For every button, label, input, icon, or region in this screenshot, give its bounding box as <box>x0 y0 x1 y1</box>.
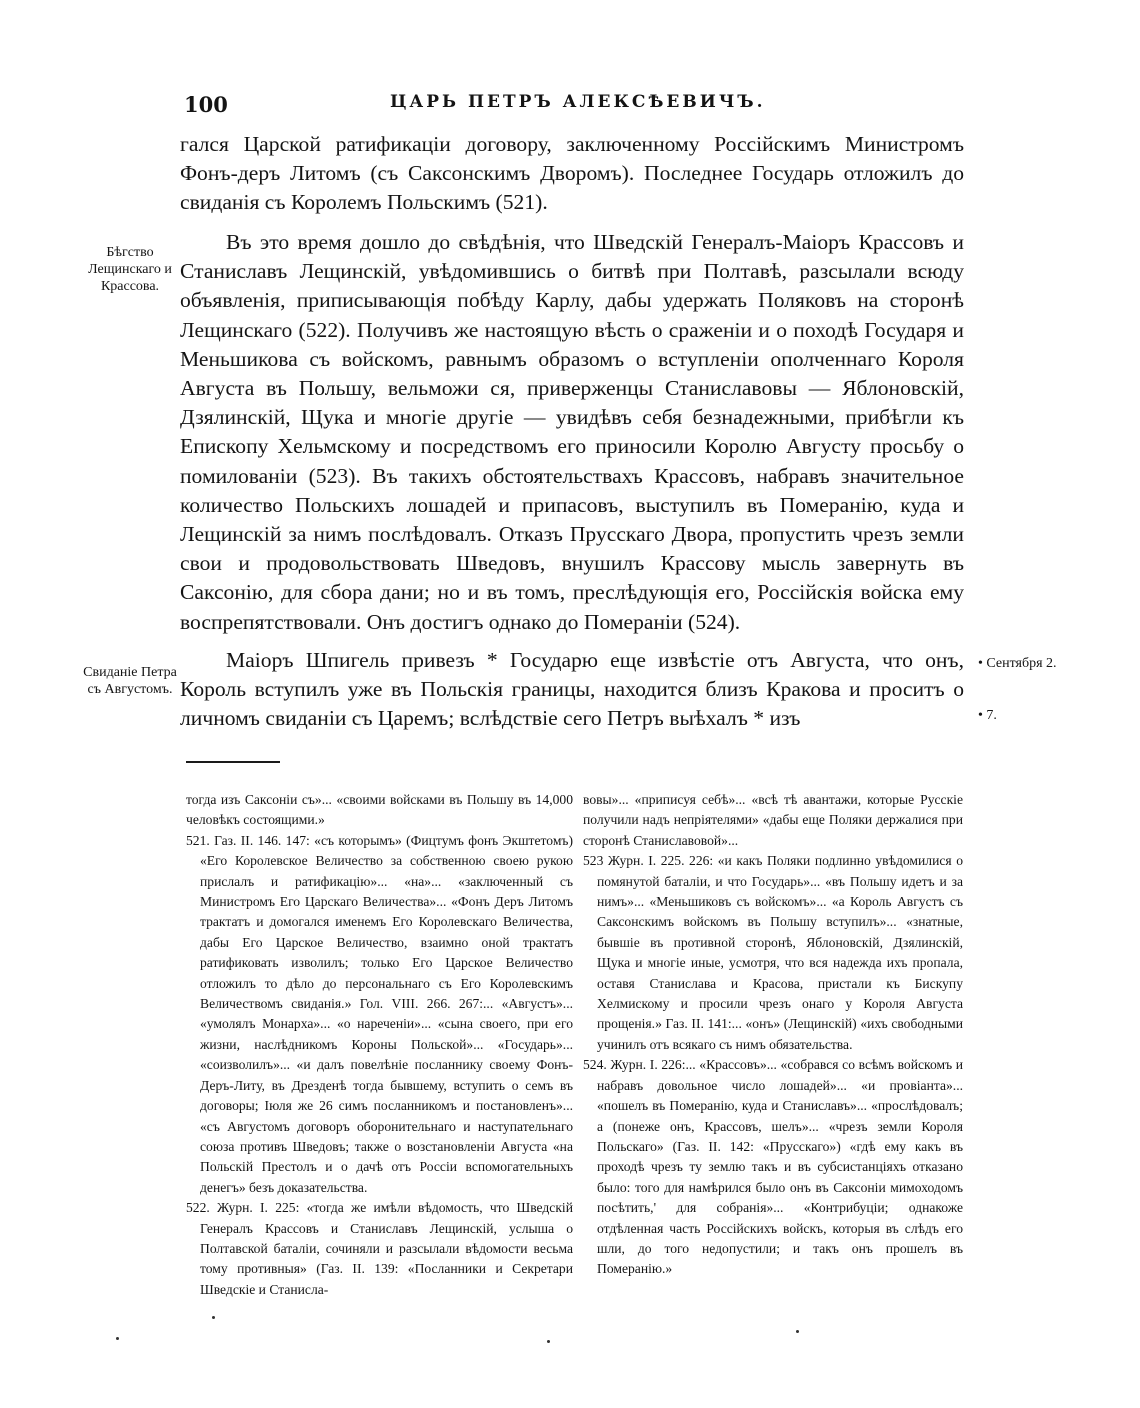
scan-speck <box>212 1316 215 1319</box>
page-number: 100 <box>184 92 228 117</box>
footnote-521: 521. Газ. II. 146. 147: «съ которымъ» (Фицтумъ фонъ Экштетомъ) «Его Королевское Величество за собственною своею рукою прислалъ и ратификацію»... «на»... «заключенный съ Министромъ Его Царскаго Величества»... «Фонъ Деръ Литомъ трактатъ и домогался именемъ Его Королевскаго Величества, дабы Его Царское Величество, взаимно оной трактатъ ратификовать изволилъ; только Его Царское Величество отложилъ то дѣло до персональнаго съ Его Королевскимъ Величествомъ свиданія.» Гол. VIII. 266. 267:... «Августъ»... «умолялъ Монарха»... «о нареченіи»... «сына своего, при его жизни, наслѣдникомъ Короны Польской»... «Государь»... «соизволилъ»... «и далъ повелѣніе посланнику своему Фонъ-Деръ-Литу, въ Дрезденѣ тогда бывшему, вступить о семъ въ договоры; Іюля же 26 симъ посланникомъ и постановленъ»... «съ Августомъ договоръ оборонительнаго и наступательнаго союза противъ Шведовъ; также о возстановленіи Августа «на Польскій Престолъ и о дачѣ отъ Россіи вспомогательныхъ денегъ» безъ доказательства. <box>186 832 573 1195</box>
scan-speck <box>796 1330 799 1333</box>
footnote-divider <box>186 761 280 763</box>
paragraph-krassov: Въ это время дошло до свѣдѣнія, что Шведскій Генералъ-Маіоръ Крассовъ и Станиславъ Лещинскій, увѣдомившись о битвѣ при Полтавѣ, разсылали всюду объявленія, приписывающія побѣду Карлу, дабы удержать Поляковъ на сторонѣ Лещинскаго (522). Получивъ же настоящую вѣсть о сраженіи и о походѣ Государя и Меньшикова съ войскомъ, равнымъ образомъ о вступленіи ополченнаго Короля Августа въ Польшу, вельможи ся, приверженцы Станиславовы — Яблоновскій, Дзялинскій, Щука и многіе другіе — увидѣвъ себя безнадежными, прибѣгли къ Епископу Хельмскому и посредствомъ его приносили Королю Августу просьбу о помилованіи (523). Въ такихъ обстоятельствахъ Крассовъ, набравъ значительное количество Польскихъ лошадей и припасовъ, выступилъ въ Померанію, куда и Лещинскій за нимъ послѣдовалъ. Отказъ Прусскаго Двора, пропустить чрезъ земли свои и продовольствовать Шведовъ, внушилъ Крассову мысль завернуть въ Саксонію, для сбора дани; но и въ томъ, преслѣдующія его, Россійскія войска ему воспрепятствовали. Онъ достигъ однако до Помераніи (524). <box>180 230 964 634</box>
footnote-522: 522. Журн. I. 225: «тогда же имѣли вѣдомость, что Шведскій Генералъ Крассовъ и Станиславъ Лещинскій, услыша о Полтавской баталіи, сочиняли и разсылали вѣдомости весьма тому противныя» (Газ. II. 139: «Посланники и Секретари Шведскіе и Станисла- <box>186 1200 573 1297</box>
margin-note-meeting: Свиданіе Петра съ Августомъ. <box>83 665 177 697</box>
margin-note-flight: Бѣгство Лещинскаго и Крассова. <box>88 245 172 294</box>
footnote-523: 523 Журн. I. 225. 226: «и какъ Поляки подлинно увѣдомилися о помянутой баталіи, и что Государь»... «въ Польшу идетъ и за нимъ»... «Меньшиковъ съ войскомъ»... «а Король Августъ съ Саксонскимъ войскомъ въ Польшу вступилъ»... «знатные, бывшіе въ противной сторонѣ, Яблоновскій, Дзялинскій, Щука и многіе иные, усмотря, что вся надежда ихъ пропала, оставя Станислава и Красова, пристали къ Бискупу Хелмискому и просили чрезъ онаго у Короля Августа прощенія.» Газ. II. 141:... «онъ» (Лещинскій) «ихъ свободными учинилъ отъ всякаго съ нимъ обязательства. <box>583 853 963 1052</box>
footnote-524: 524. Журн. I. 226:... «Крассовъ»... «собрався со всѣмъ войскомъ и набравъ довольное число лошадей»... «и провіанта»... «пошелъ въ Померанію, куда и Станиславъ»... «прослѣдовалъ; а (понеже онъ, Крассовъ, шелъ»... «чрезъ земли Короля Польскаго» (Газ. II. 142: «Прусскаго») «гдѣ ему какъ въ проходѣ чрезъ ту землю такъ и въ субсистанціяхъ отказано было: того для намѣрился было онъ въ Саксоніи мимоходомъ посѣтить,' для собранія»... «Контрибуціи; однакоже отдѣленная часть Россійскихъ войскъ, которыя въ слѣдъ его шли, до того недопустили; и такъ онъ прошелъ въ Померанію.» <box>583 1057 963 1277</box>
footnote-continuation: тогда изъ Саксоніи съ»... «своими войсками въ Польшу въ 14,000 человѣкъ состоящими.» <box>186 792 573 828</box>
margin-date-september-2: • Сентября 2. <box>978 656 1057 671</box>
footnotes-right-column <box>583 790 963 1280</box>
paragraph-continuation: гался Царской ратификаціи договору, заключенному Россійскимъ Министромъ Фонъ-деръ Литомъ (съ Саксонскимъ Дворомъ). Последнее Государь отложилъ до свиданія съ Королемъ Польскимъ (521). <box>180 132 964 215</box>
scan-speck <box>116 1337 119 1340</box>
running-title: ЦАРЬ ПЕТРЪ АЛЕКСѢЕВИЧЪ. <box>390 92 766 112</box>
paragraph-shpigel: Маіоръ Шпигель привезъ * Государю еще извѣстіе отъ Августа, что онъ, Король вступилъ уже въ Польскія границы, находится близъ Кракова и проситъ о личномъ свиданіи съ Царемъ; вслѣдствіе сего Петръ выѣхалъ * изъ <box>180 648 964 731</box>
margin-date-7: • 7. <box>978 708 997 723</box>
footnotes-left-column <box>186 790 573 1300</box>
scan-speck <box>547 1340 550 1343</box>
footnote-continuation-522: вовы»... «приписуя себѣ»... «всѣ тѣ авантажи, которые Русскіе получили надъ непріятелями» «дабы еще Поляки держалися при сторонѣ Станиславовой»... <box>583 792 963 848</box>
